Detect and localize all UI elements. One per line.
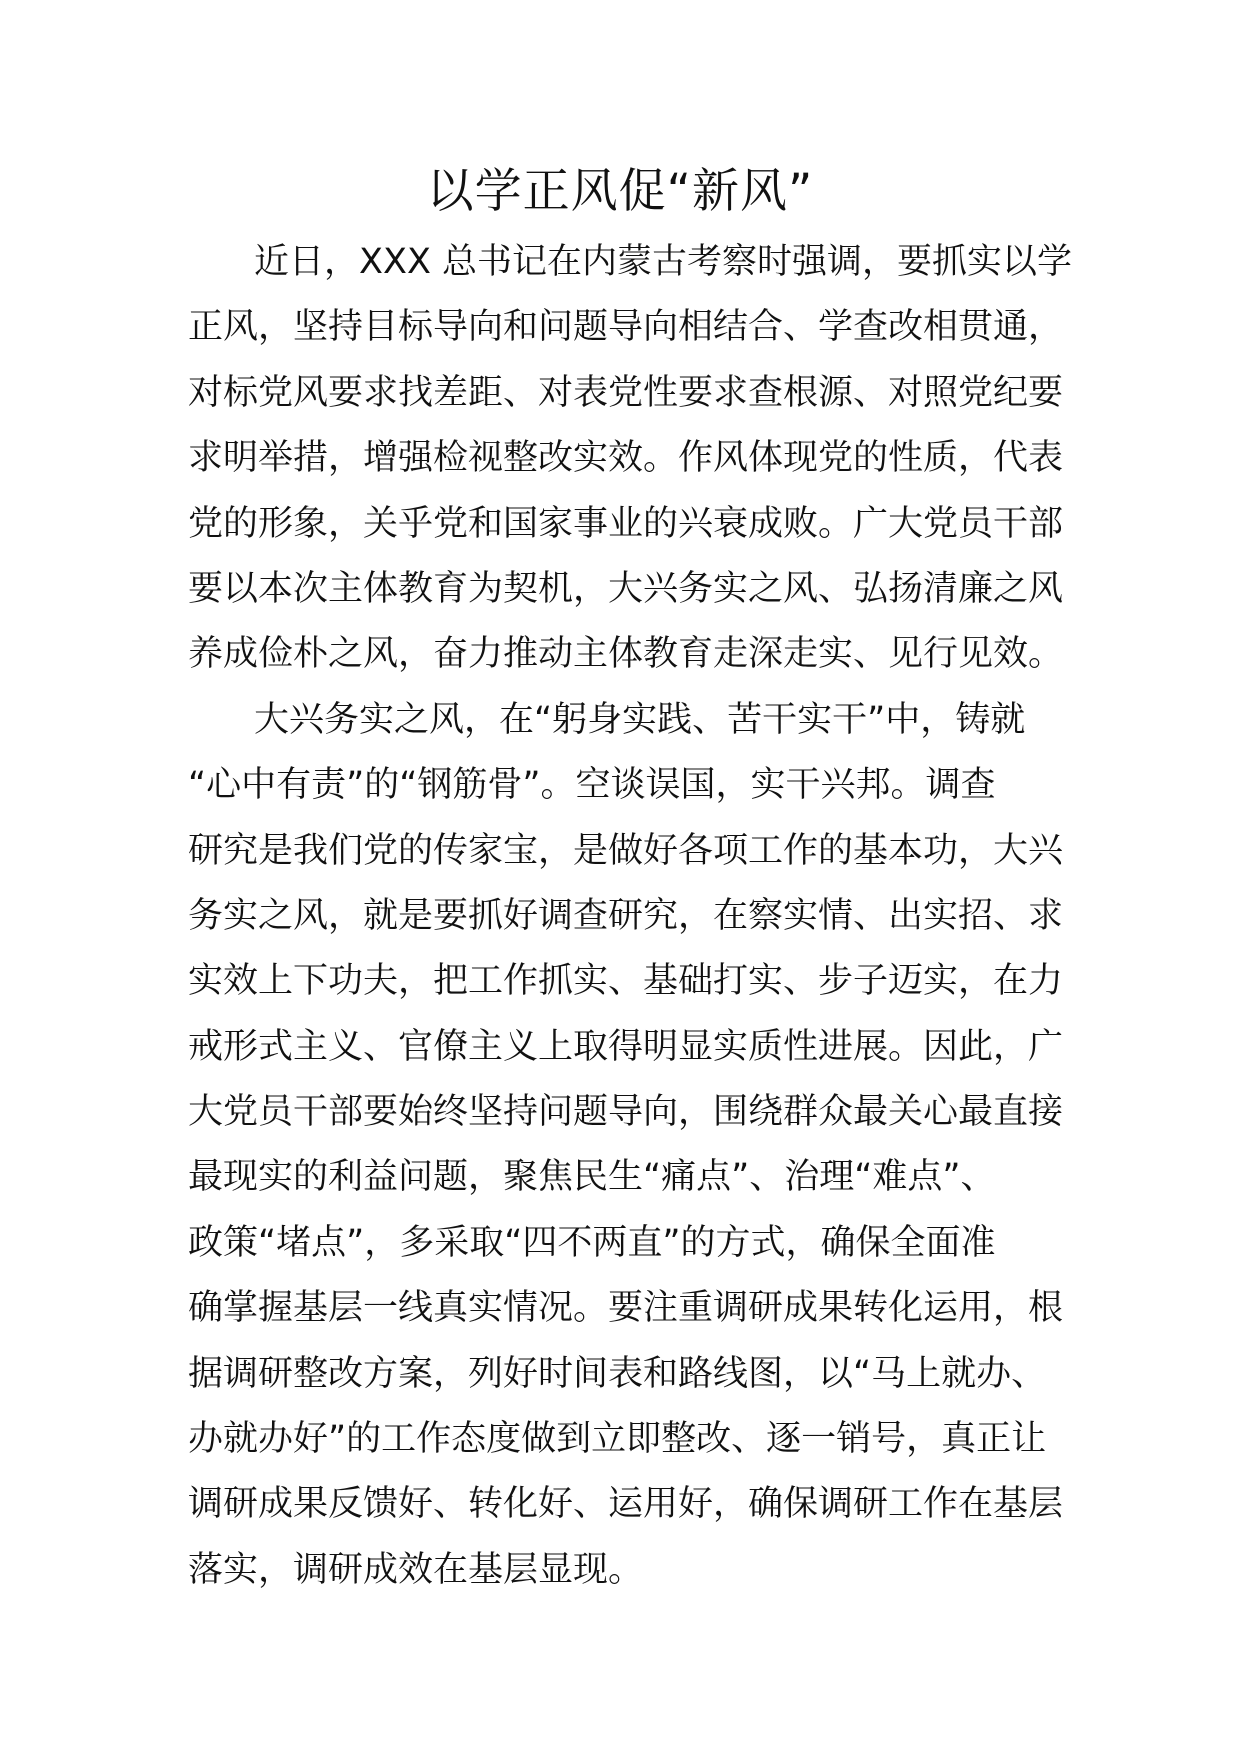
- text-line: 党的形象，关乎党和国家事业的兴衰成败。广大党员干部: [188, 503, 1064, 544]
- text-line: “心中有责”的“钢筋骨”。空谈误国，实干兴邦。调查: [188, 765, 996, 806]
- text-line: 大党员干部要始终坚持问题导向，围绕群众最关心最直接: [188, 1092, 1064, 1133]
- text-line: 对标党风要求找差距、对表党性要求查根源、对照党纪要: [188, 372, 1064, 413]
- text-line: 要以本次主体教育为契机，大兴务实之风、弘扬清廉之风: [188, 568, 1064, 609]
- document-body: [188, 230, 1073, 1603]
- text-line: 养成俭朴之风，奋力推动主体教育走深走实、见行见效。: [188, 634, 1064, 675]
- paragraph-2: [188, 688, 1064, 1603]
- document-title: 以学正风促“新风”: [426, 164, 814, 219]
- text-line: 落实，调研成效在基层显现。: [188, 1549, 644, 1590]
- text-line: 近日，XXX 总书记在内蒙古考察时强调，要抓实以学: [254, 242, 1073, 282]
- text-line: 办就办好”的工作态度做到立即整改、逐一销号，真正让: [188, 1419, 1047, 1460]
- paragraph-1: [188, 230, 1073, 688]
- text-line: 最现实的利益问题，聚焦民生“痛点”、治理“难点”、: [188, 1157, 996, 1198]
- text-line: 务实之风，就是要抓好调查研究，在察实情、出实招、求: [188, 895, 1064, 936]
- text-line: 确掌握基层一线真实情况。要注重调研成果转化运用，根: [188, 1288, 1064, 1329]
- text-line: 正风，坚持目标导向和问题导向相结合、学查改相贯通，: [188, 307, 1064, 348]
- text-line: 据调研整改方案，列好时间表和路线图，以“马上就办、: [188, 1353, 1047, 1394]
- text-line: 大兴务实之风，在“躬身实践、苦干实干”中，铸就: [254, 699, 1026, 740]
- text-line: 研究是我们党的传家宝，是做好各项工作的基本功，大兴: [188, 830, 1064, 871]
- text-line: 求明举措，增强检视整改实效。作风体现党的性质，代表: [188, 438, 1064, 479]
- text-line: 政策“堵点”，多采取“四不两直”的方式，确保全面准: [188, 1222, 996, 1263]
- text-line: 实效上下功夫，把工作抓实、基础打实、步子迈实，在力: [188, 961, 1064, 1002]
- text-line: 戒形式主义、官僚主义上取得明显实质性进展。因此，广: [188, 1026, 1064, 1067]
- text-line: 调研成果反馈好、转化好、运用好，确保调研工作在基层: [188, 1484, 1064, 1525]
